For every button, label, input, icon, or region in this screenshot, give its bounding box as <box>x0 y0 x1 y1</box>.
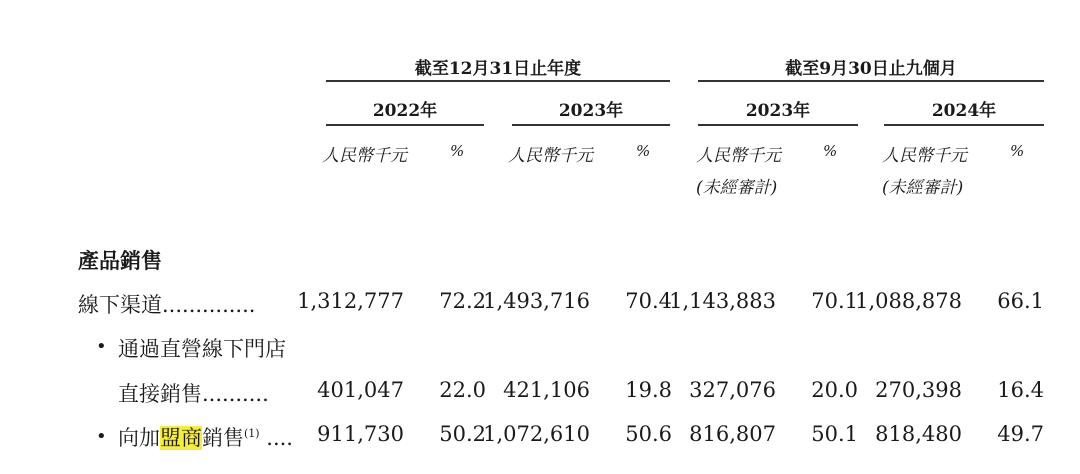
row-label-post: 銷售 <box>202 426 244 450</box>
row-label-text: 線下渠道 <box>78 293 162 317</box>
leader-dots: .... <box>266 426 293 450</box>
footnote-marker: (1) <box>244 427 260 440</box>
cell-pct: 19.8 <box>625 378 672 402</box>
year-rule <box>884 124 1044 126</box>
year-rule <box>326 124 484 126</box>
cell-pct: 49.7 <box>997 422 1044 446</box>
unaudited-label: (未經審計) <box>882 178 964 198</box>
cell-value: 818,480 <box>875 422 962 446</box>
pct-label: % <box>823 142 838 160</box>
row-label-franchisee <box>118 422 293 452</box>
cell-pct: 72.2 <box>439 289 486 313</box>
cell-pct: 70.4 <box>625 289 672 313</box>
cell-value: 1,143,883 <box>669 289 776 313</box>
row-label-line1: 通過直營線下門店 <box>118 337 286 361</box>
header-rule-fy <box>326 80 670 82</box>
pct-label: % <box>636 142 651 160</box>
cell-value: 327,076 <box>689 378 776 402</box>
year-header-2023-9m: 2023年 <box>745 101 811 121</box>
bullet-icon: • <box>96 426 107 447</box>
unit-label: 人民幣千元 <box>696 146 781 166</box>
year-header-2023-fy: 2023年 <box>558 101 624 121</box>
unaudited-label: (未經審計) <box>696 178 778 198</box>
row-label-offline <box>78 289 255 319</box>
cell-pct: 22.0 <box>439 378 486 402</box>
cell-pct: 50.1 <box>811 422 858 446</box>
cell-pct: 20.0 <box>811 378 858 402</box>
unit-label: 人民幣千元 <box>322 146 407 166</box>
cell-value: 816,807 <box>689 422 776 446</box>
highlighted-text: 盟商 <box>160 426 202 450</box>
cell-value: 1,493,716 <box>483 289 590 313</box>
unit-label: 人民幣千元 <box>882 146 967 166</box>
row-label-line2 <box>118 378 269 408</box>
year-rule <box>512 124 670 126</box>
cell-pct: 50.6 <box>625 422 672 446</box>
cell-pct: 50.2 <box>439 422 486 446</box>
row-label-text: 直接銷售 <box>118 382 202 406</box>
year-header-2022: 2022年 <box>372 101 438 121</box>
unit-label: 人民幣千元 <box>508 146 593 166</box>
cell-pct: 66.1 <box>997 289 1044 313</box>
year-header-2024-9m: 2024年 <box>931 101 997 121</box>
pct-label: % <box>1010 142 1025 160</box>
year-rule <box>698 124 858 126</box>
leader-dots: .......... <box>202 382 269 406</box>
cell-value: 421,106 <box>503 378 590 402</box>
header-period-9m: 截至9月30日止九個月 <box>785 59 957 79</box>
cell-pct: 70.1 <box>811 289 858 313</box>
cell-pct: 16.4 <box>997 378 1044 402</box>
bullet-icon: • <box>96 336 107 357</box>
leader-dots: .............. <box>162 293 256 317</box>
section-title: 產品銷售 <box>78 248 162 273</box>
cell-value: 911,730 <box>317 422 404 446</box>
cell-value: 401,047 <box>317 378 404 402</box>
row-label-pre: 向加 <box>118 426 160 450</box>
cell-value: 270,398 <box>875 378 962 402</box>
header-rule-9m <box>698 80 1044 82</box>
cell-value: 1,088,878 <box>855 289 962 313</box>
header-period-fy: 截至12月31日止年度 <box>414 59 582 79</box>
cell-value: 1,312,777 <box>297 289 404 313</box>
pct-label: % <box>450 142 465 160</box>
cell-value: 1,072,610 <box>483 422 590 446</box>
